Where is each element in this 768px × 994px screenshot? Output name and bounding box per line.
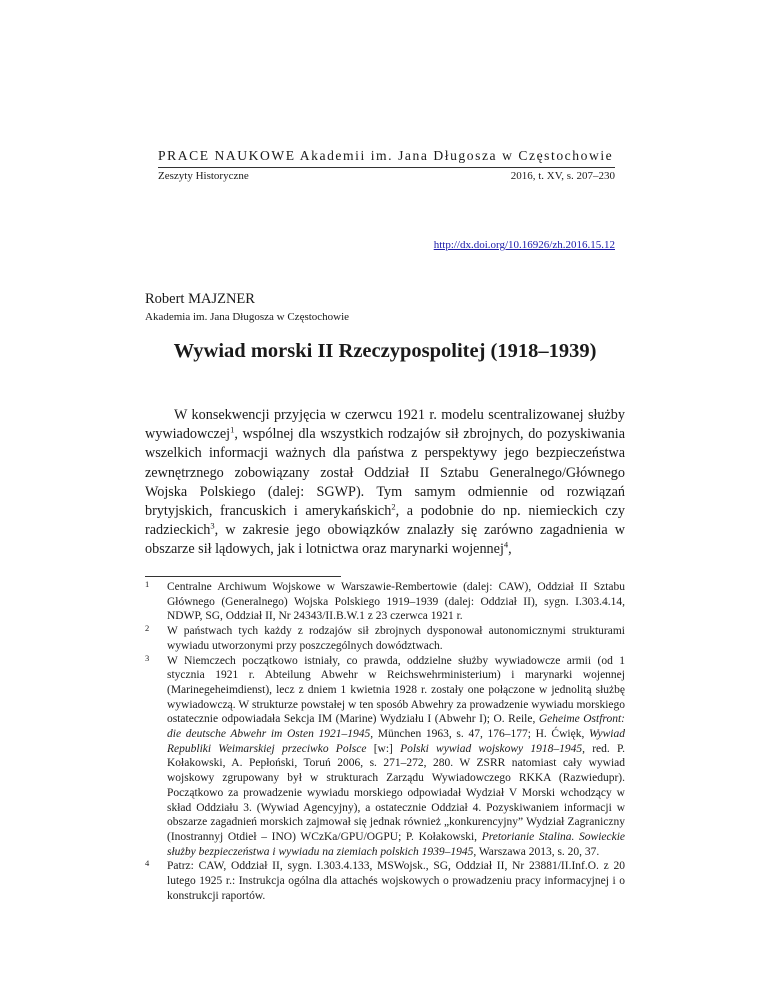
footnote-text: , Warszawa 2013, s. 20, 37. [473, 845, 600, 858]
series-name: Zeszyty Historyczne [158, 170, 249, 182]
footnote-number: 1 [145, 579, 150, 589]
footnote-number: 4 [145, 858, 150, 869]
footnote-text: , München 1963, s. 47, 176–177; H. Ćwięk, [370, 728, 589, 741]
body-text-5: , [508, 541, 512, 558]
footnote [145, 580, 625, 624]
author-name: Robert MAJZNER [145, 291, 255, 307]
footnote [145, 859, 625, 903]
citation-title: Wywiad Republiki Weimarskiej przeciwko Polsce [167, 728, 625, 755]
body-text-3: , a podobnie do np. niemieckich czy radzieckich [145, 503, 625, 539]
citation-title: Geheime Ostfront: die deutsche Abwehr im Osten 1921–1945 [167, 713, 625, 741]
body-text-4: , w zakresie jego obowiązków znalazły się zarówno zagadnienia w obszarze sił lądowych, jak i lotnictwa oraz marynarki wojennej [145, 522, 625, 558]
footnote-text: [w:] [366, 742, 401, 755]
footnote-ref[interactable]: 2 [391, 501, 396, 512]
volume-info: 2016, t. XV, s. 207–230 [510, 170, 615, 182]
footnote-ref[interactable]: 3 [210, 520, 215, 531]
footnote-text: W Niemczech początkowo istniały, co prawda, oddzielne służby wywiadowcze armii (od 1 stycznia 1921 r. Abteilung Abwehr w Reichswehrministerium) i marynarki wojennej (Marinegeheimdienst), lecz z dniem 1 kwietnia 1928 r. zostały one połączone w jednolitą służbę wywiadowczą. W strukturze powstałej w ten sposób Abwehry za prowadzenie wywiadu morskiego ostatecznie odpowiadała Sekcja IM (Marine) Wydziału I (Abwehr I); O. Reile, [167, 654, 625, 726]
citation-title: Pretorianie Stalina. Sowieckie służby bezpieczeństwa i wywiadu na ziemiach polskich 1939–1945 [167, 830, 626, 858]
body-text-1: W konsekwencji przyjęcia w czerwcu 1921 r. modelu scentralizowanej służby wywiadowczej [145, 407, 625, 443]
author-affiliation: Akademia im. Jana Długosza w Częstochowie [145, 311, 350, 323]
footnote [145, 624, 625, 653]
footnote-number: 3 [145, 652, 150, 663]
journal-title: PRACE NAUKOWE Akademii im. Jana Długosza w Częstochowie [158, 148, 614, 163]
footnote-text: Patrz: CAW, Oddział II, sygn. I.303.4.133, MSWojsk., SG, Oddział II, Nr 23881/II.Inf.O. z 20 lutego 1925 r.: Instrukcja ogólna dla attachés wojskowych o prowadzeniu pracy informacyjnej i o konstrukcji raportów. [167, 860, 625, 902]
body-text-2: , wspólnej dla wszystkich rodzajów sił zbrojnych, do pozyskiwania wszelkich informacji ważnych dla państwa z perspektywy jego bezpieczeństwa zewnętrznego zobowiązany został Oddział II Sztabu Generalnego/Głównego Wojska Polskiego (dalej: SGWP). Tym samym odmiennie od rozwiązań brytyjskich, francuskich i amerykańskich [145, 426, 625, 520]
article-title: Wywiad morski II Rzeczypospolitej (1918–1939) [173, 340, 597, 362]
footnote-rule [145, 576, 341, 577]
citation-title: Polski wywiad wojskowy 1918–1945 [400, 742, 583, 755]
footnote-ref[interactable]: 4 [503, 539, 509, 550]
footnote-text: , red. P. Kołakowski, A. Pepłoński, Toruń 2006, s. 271–272, 280. W ZSRR natomiast cały wywiad wojskowy zgrupowany był w strukturach Zarządu Wywiadowczego RKKA (Razwiedupr). Początkowo za prowadzenie wywiadu morskiego odpowiadał Wydział V Morski wchodzący w skład Oddziału 3. (Wywiad Agencyjny), a ostatecznie Oddział 4. Pozyskiwaniem informacji w obszarze zagadnień morskich zajmował się jednak również „konkurencyjny” Wydział Zagraniczny (Inostrannyj Otdieł – INO) WCzKa/GPU/OGPU; P. Kołakowski, [167, 742, 625, 843]
header-rule [158, 167, 615, 168]
footnote [145, 654, 625, 860]
footnote-number: 2 [145, 623, 150, 634]
footnote-ref[interactable]: 1 [230, 424, 235, 435]
footnote-text: Centralne Archiwum Wojskowe w Warszawie-Rembertowie (dalej: CAW), Oddział II Sztabu Głównego (Generalnego) Wojska Polskiego 1919–1939 (dalej: Oddział II), sygn. I.303.4.14, NDWP, SG, Oddział II, Nr 24343/II.B.W.1 z 23 czerwca 1921 r. [167, 581, 625, 623]
footnotes [145, 580, 625, 903]
footnote-text: W państwach tych każdy z rodzajów sił zbrojnych dysponował autonomicznymi strukturami wywiadu utworzonymi przy poszczególnych dowództwach. [167, 625, 625, 652]
body-paragraph [145, 406, 625, 560]
doi-link[interactable]: http://dx.doi.org/10.16926/zh.2016.15.12 [433, 239, 615, 251]
